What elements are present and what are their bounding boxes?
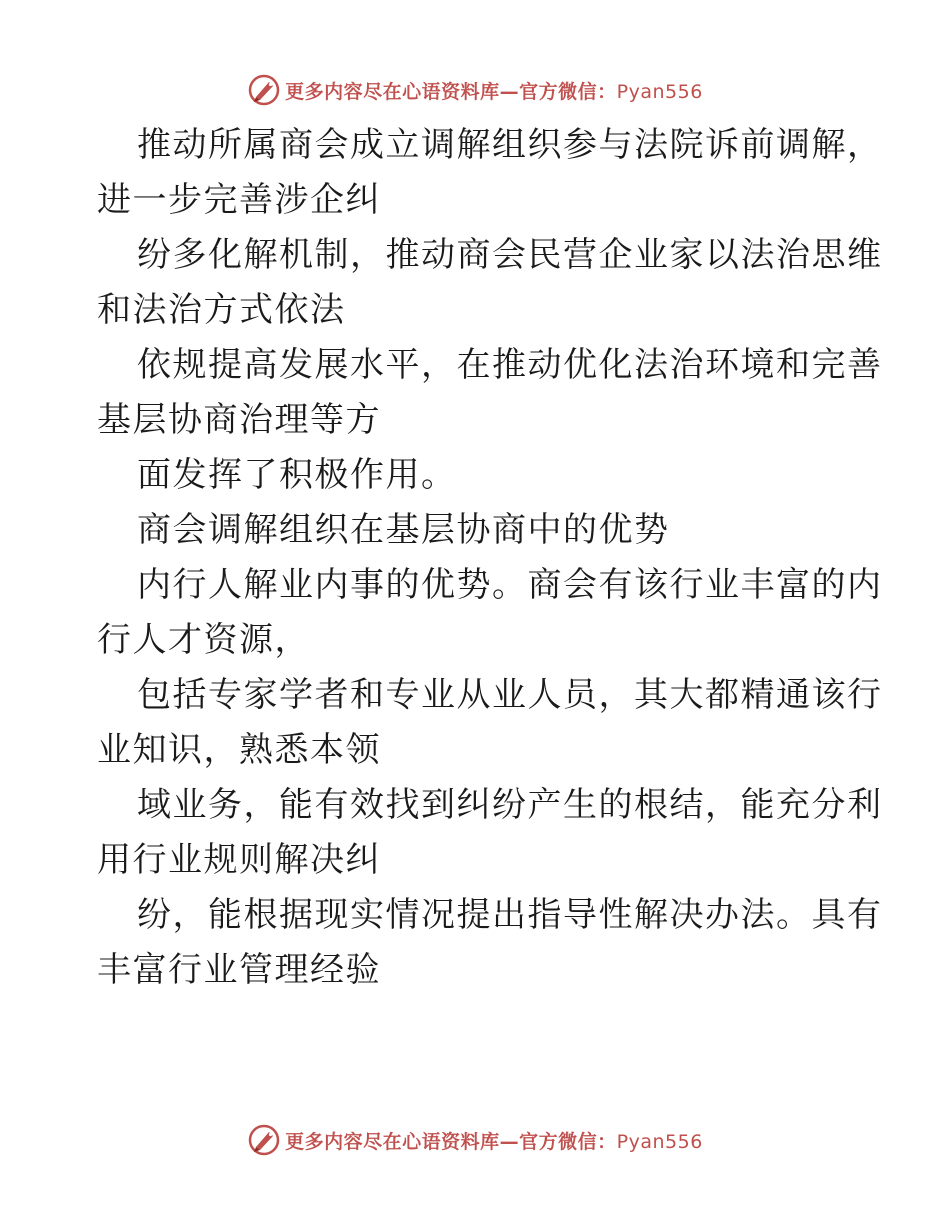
paragraph-continuation: 基层协商治理等方 [97,400,381,440]
paragraph-first-line: 推动所属商会成立调解组织参与法院诉前调解， [137,125,883,165]
paragraph [97,668,883,778]
paragraph-continuation: 用行业规则解决纠 [97,840,381,880]
header-banner-text [285,77,703,104]
paragraph-continuation: 业知识，熟悉本领 [97,730,381,770]
pen-nib-logo-icon [247,73,281,107]
paragraph [97,228,883,338]
paragraph-first-line: 内行人解业内事的优势。商会有该行业丰富的内 [137,565,883,605]
paragraph-continuation: 丰富行业管理经验 [97,950,381,990]
footer-banner [0,1120,950,1160]
wechat-id: Pyan556 [616,80,703,103]
wechat-id: Pyan556 [616,1130,703,1153]
paragraph [97,558,883,668]
header-banner [0,70,950,110]
paragraph-first-line: 纷多化解机制，推动商会民营企业家以法治思维 [137,235,883,275]
paragraph-continuation: 进一步完善涉企纠 [97,180,381,220]
paragraph [97,448,857,503]
section-heading [97,503,857,558]
paragraph-first-line: 商会调解组织在基层协商中的优势 [137,510,670,550]
document-body [97,118,883,998]
paragraph [97,118,883,228]
pen-nib-logo-icon [247,1123,281,1157]
paragraph-continuation: 行人才资源， [97,620,310,660]
paragraph-first-line: 域业务，能有效找到纠纷产生的根结，能充分利 [137,785,883,825]
paragraph-first-line: 面发挥了积极作用。 [137,455,457,495]
paragraph-continuation: 和法治方式依法 [97,290,346,330]
paragraph-first-line: 依规提高发展水平，在推动优化法治环境和完善 [137,345,883,385]
footer-banner-text [285,1127,703,1154]
paragraph [97,338,883,448]
paragraph-first-line: 纷，能根据现实情况提出指导性解决办法。具有 [137,895,883,935]
paragraph-first-line: 包括专家学者和专业从业人员，其大都精通该行 [137,675,883,715]
banner-label: 更多内容尽在心语资料库—官方微信： [285,80,617,103]
paragraph [97,778,883,888]
paragraph [97,888,883,998]
banner-label: 更多内容尽在心语资料库—官方微信： [285,1130,617,1153]
